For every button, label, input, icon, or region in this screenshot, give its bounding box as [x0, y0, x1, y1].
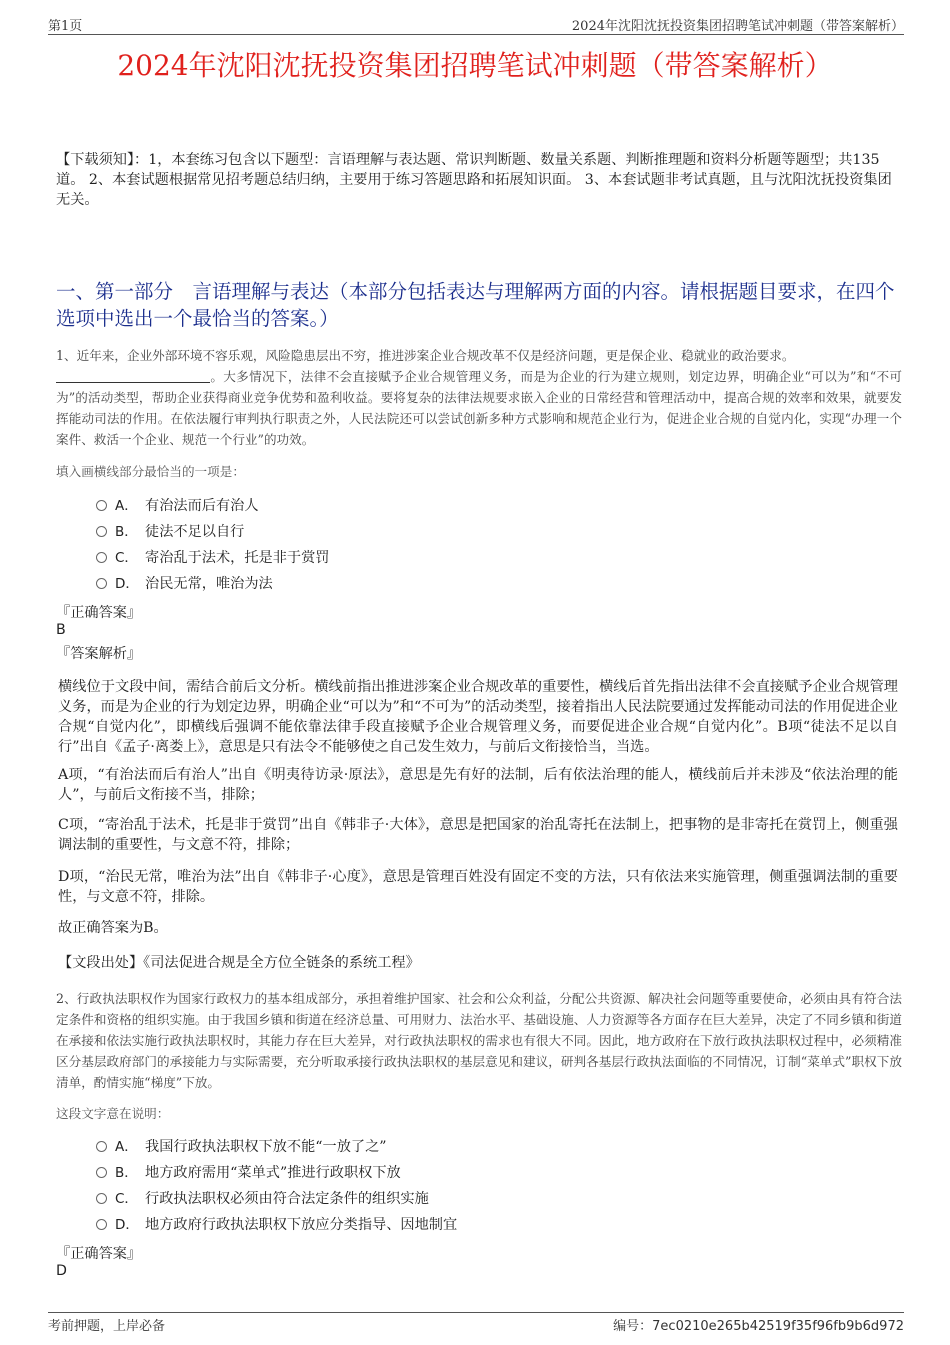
radio-icon[interactable]	[96, 1167, 107, 1178]
q2-answer: D	[56, 1263, 67, 1279]
section-heading: 一、第一部分 言语理解与表达（本部分包括表达与理解两方面的内容。请根据题目要求，在四个选项中选出一个最恰当的答案。）	[56, 280, 895, 330]
q2-option-a[interactable]: A． 我国行政执法职权下放不能“一放了之”	[96, 1136, 387, 1158]
header-doc-title: 2024年沈阳沈抚投资集团招聘笔试冲刺题（带答案解析）	[571, 19, 904, 34]
q1-source: 【文段出处】《司法促进合规是全方位全链条的系统工程》	[58, 955, 420, 971]
q1-option-c[interactable]: C． 寄治乱于法术，托是非于赏罚	[96, 547, 329, 569]
q1-answer-label: 『正确答案』	[56, 605, 142, 621]
q2-stem: 2、行政执法职权作为国家行政权力的基本组成部分，承担着维护国家、社会和公众利益，分配公共资源、解决社会问题等重要使命，必须由具有符合法定条件和资格的组织实施。由于我国乡镇和街道在经济总量、可用财力、法治水平、基础设施、人力资源等各方面存在巨大差异，决定了不同乡镇和街道在承接和依法实施行政执法职权时，其能力存在巨大差异，对行政执法职权的需求也有很大不同。因此，地方政府在下放行政执法职权过程中，必须精准区分基层政府部门的承接能力与实际需要，充分听取承接行政执法职权的基层意见和建议，研判各基层行政执法面临的不同情况，订制“菜单式”职权下放清单，酌情实施“梯度”下放。	[56, 991, 902, 1090]
q2-option-c[interactable]: C． 行政执法职权必须由符合法定条件的组织实施	[96, 1188, 429, 1210]
radio-icon[interactable]	[96, 1193, 107, 1204]
radio-icon[interactable]	[96, 552, 107, 563]
document-title: 2024年沈阳沈抚投资集团招聘笔试冲刺题（带答案解析）	[117, 49, 833, 82]
q1-conclusion: 故正确答案为B。	[58, 920, 168, 936]
q2-option-d[interactable]: D． 地方政府行政执法职权下放应分类指导、因地制宜	[96, 1214, 457, 1236]
radio-icon[interactable]	[96, 578, 107, 589]
q1-stem-part-a: 1、近年来，企业外部环境不容乐观，风险隐患层出不穷，推进涉案企业合规改革不仅是经济问题，更是保企业、稳就业的政治要求。	[56, 348, 795, 363]
q1-option-a[interactable]: A． 有治法而后有治人	[96, 495, 259, 517]
q2-answer-label: 『正确答案』	[56, 1246, 142, 1262]
download-notice: 【下载须知】：1，本套练习包含以下题型：言语理解与表达题、常识判断题、数量关系题、判断推理题和资料分析题等题型；共135道。 2、本套试题根据常见招考题总结归纳，主要用于练习答题思路和拓展知识面。 3、本套试题非考试真题，且与沈阳沈抚投资集团无关。	[56, 152, 892, 208]
q1-blank	[56, 368, 210, 383]
radio-icon[interactable]	[96, 526, 107, 537]
page-number: 第1页	[48, 19, 83, 34]
q1-analysis-main: 横线位于文段中间，需结合前后文分析。横线前指出推进涉案企业合规改革的重要性，横线后首先指出法律不会直接赋予企业合规管理义务，而是为企业的行为划定边界，明确企业“可以为”和“不可为”的活动类型，接着指出人民法院要通过发挥能动司法的作用促进企业合规“自觉内化”，即横线后强调不能依靠法律手段直接赋予企业合规管理义务，而要促进企业合规“自觉内化”。B项“徒法不足以自行”出自《孟子·离娄上》，意思是只有法令不能够使之自己发生效力，与前后文衔接恰当，当选。	[58, 679, 898, 755]
q1-analysis-a: A项，“有治法而后有治人”出自《明夷待访录·原法》，意思是先有好的法制，后有依法治理的能人，横线前后并未涉及“依法治理的能人”，与前后文衔接不当，排除；	[58, 767, 898, 803]
page-header	[48, 14, 904, 35]
radio-icon[interactable]	[96, 1219, 107, 1230]
radio-icon[interactable]	[96, 1141, 107, 1152]
footer-code: 编号：7ec0210e265b42519f35f96fb9b6d972	[613, 1319, 904, 1334]
q1-prompt: 填入画横线部分最恰当的一项是：	[56, 464, 245, 479]
q2-prompt: 这段文字意在说明：	[56, 1106, 170, 1121]
q2-option-b[interactable]: B． 地方政府需用“菜单式”推进行政职权下放	[96, 1162, 401, 1184]
radio-icon[interactable]	[96, 500, 107, 511]
q1-stem	[56, 345, 902, 450]
q1-answer: B	[56, 622, 66, 638]
q1-analysis-label: 『答案解析』	[56, 646, 142, 662]
q1-stem-part-b: 。大多情况下，法律不会直接赋予企业合规管理义务，而是为企业的行为建立规则，划定边界，明确企业“可以为”和“不可为”的活动类型，帮助企业获得商业竞争优势和盈利收益。要将复杂的法律法规要求嵌入企业的日常经营和管理活动中，提高合规的效率和效果，就要发挥能动司法的作用。在依法履行审判执行职责之外，人民法院还可以尝试创新多种方式影响和规范企业行为，促进企业合规的自觉内化，实现“办理一个案件、救活一个企业、规范一个行业”的功效。	[56, 369, 902, 447]
q1-analysis-c: C项，“寄治乱于法术，托是非于赏罚”出自《韩非子·大体》，意思是把国家的治乱寄托在法制上，把事物的是非寄托在赏罚上，侧重强调法制的重要性，与文意不符，排除；	[58, 817, 898, 853]
footer-slogan: 考前押题，上岸必备	[48, 1319, 166, 1334]
page-footer	[48, 1312, 904, 1334]
q1-option-d[interactable]: D． 治民无常，唯治为法	[96, 573, 273, 595]
q1-option-b[interactable]: B． 徒法不足以自行	[96, 521, 244, 543]
q1-analysis-d: D项，“治民无常，唯治为法”出自《韩非子·心度》，意思是管理百姓没有固定不变的方法，只有依法来实施管理，侧重强调法制的重要性，与文意不符，排除。	[58, 869, 898, 905]
